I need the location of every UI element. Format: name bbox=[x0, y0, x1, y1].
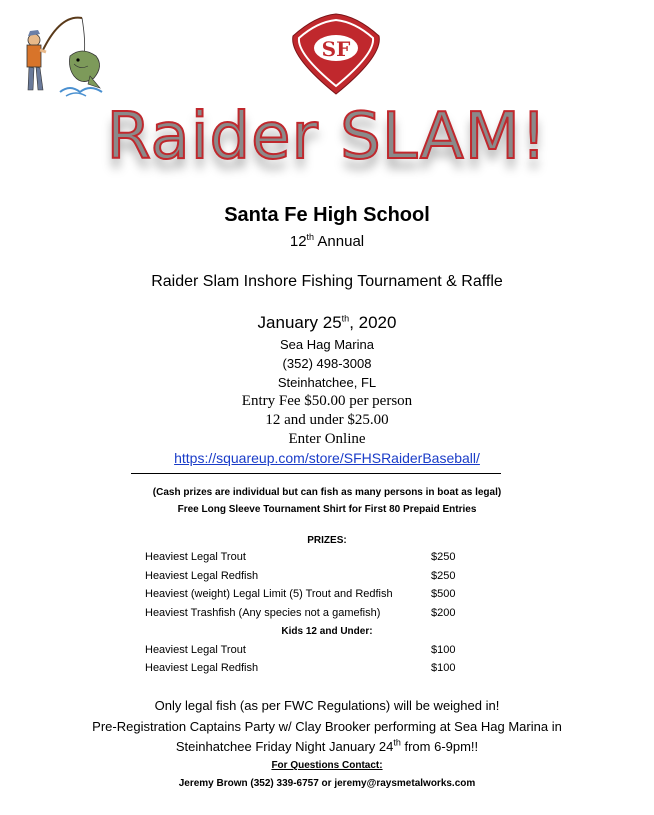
kids-heading: Kids 12 and Under: bbox=[281, 626, 373, 637]
prize-row bbox=[145, 607, 485, 619]
captains-party-note: Pre-Registration Captains Party w/ Clay Brooker performing at Sea Hag Marina in bbox=[92, 719, 562, 734]
shirt-note: Free Long Sleeve Tournament Shirt for First 80 Prepaid Entries bbox=[177, 504, 477, 515]
legal-fish-note: Only legal fish (as per FWC Regulations) will be weighed in! bbox=[154, 698, 500, 713]
prize-label: Heaviest (weight) Legal Limit (5) Trout and Redfish bbox=[145, 588, 393, 600]
prizes-heading: PRIZES: bbox=[307, 535, 347, 546]
party-date-main: Steinhatchee Friday Night January 24 bbox=[175, 739, 394, 754]
sf-logo bbox=[287, 12, 385, 96]
school-name: Santa Fe High School bbox=[224, 204, 430, 226]
date-year: , 2020 bbox=[349, 313, 397, 332]
captains-party-date bbox=[0, 739, 654, 754]
prize-label: Heaviest Legal Trout bbox=[145, 551, 246, 563]
annual-number: 12 bbox=[289, 233, 307, 250]
prize-label: Heaviest Legal Redfish bbox=[145, 662, 259, 674]
party-time: from 6-9pm!! bbox=[400, 739, 479, 754]
kid-fee: 12 and under $25.00 bbox=[265, 412, 389, 428]
prize-row bbox=[145, 644, 485, 656]
enter-online-label: Enter Online bbox=[288, 431, 366, 447]
venue-phone: (352) 498-3008 bbox=[282, 356, 372, 371]
cash-note: (Cash prizes are individual but can fish as many persons in boat as legal) bbox=[152, 487, 502, 498]
annual-word: Annual bbox=[317, 233, 365, 250]
annual-suffix: th bbox=[306, 232, 315, 242]
prize-value: $250 bbox=[431, 551, 456, 563]
tournament-title: Raider Slam Inshore Fishing Tournament & Raffle bbox=[151, 273, 503, 290]
registration-link[interactable]: https://squareup.com/store/SFHSRaiderBaseball/ bbox=[174, 450, 480, 466]
contact-heading: For Questions Contact: bbox=[271, 760, 383, 771]
link-wrap bbox=[0, 450, 654, 468]
prize-label: Heaviest Trashfish (Any species not a gamefish) bbox=[145, 607, 381, 619]
prize-label: Heaviest Legal Trout bbox=[145, 644, 246, 656]
annual-line bbox=[0, 233, 654, 250]
prize-row bbox=[145, 662, 485, 674]
prize-value: $200 bbox=[431, 607, 456, 619]
contact-info: Jeremy Brown (352) 339-6757 or jeremy@raysmetalworks.com bbox=[178, 778, 476, 789]
prize-row bbox=[145, 551, 485, 563]
divider bbox=[131, 473, 501, 474]
prize-row bbox=[145, 588, 485, 600]
venue-name: Sea Hag Marina bbox=[280, 337, 374, 352]
logo-monogram: SF bbox=[321, 37, 351, 61]
fisherman-clipart bbox=[20, 12, 112, 100]
prize-label: Heaviest Legal Redfish bbox=[145, 570, 259, 582]
entry-fee: Entry Fee $50.00 per person bbox=[241, 393, 413, 409]
headline: Raider SLAM! bbox=[106, 100, 548, 174]
date-main: January 25 bbox=[257, 313, 342, 332]
prize-value: $500 bbox=[431, 588, 456, 600]
date-suffix: th bbox=[341, 313, 350, 324]
party-date-suffix: th bbox=[393, 737, 401, 748]
prize-value: $250 bbox=[431, 570, 456, 582]
prize-value: $100 bbox=[431, 662, 456, 674]
event-date bbox=[0, 313, 654, 333]
prize-value: $100 bbox=[431, 644, 456, 656]
prize-row bbox=[145, 570, 485, 582]
venue-city: Steinhatchee, FL bbox=[277, 375, 377, 390]
